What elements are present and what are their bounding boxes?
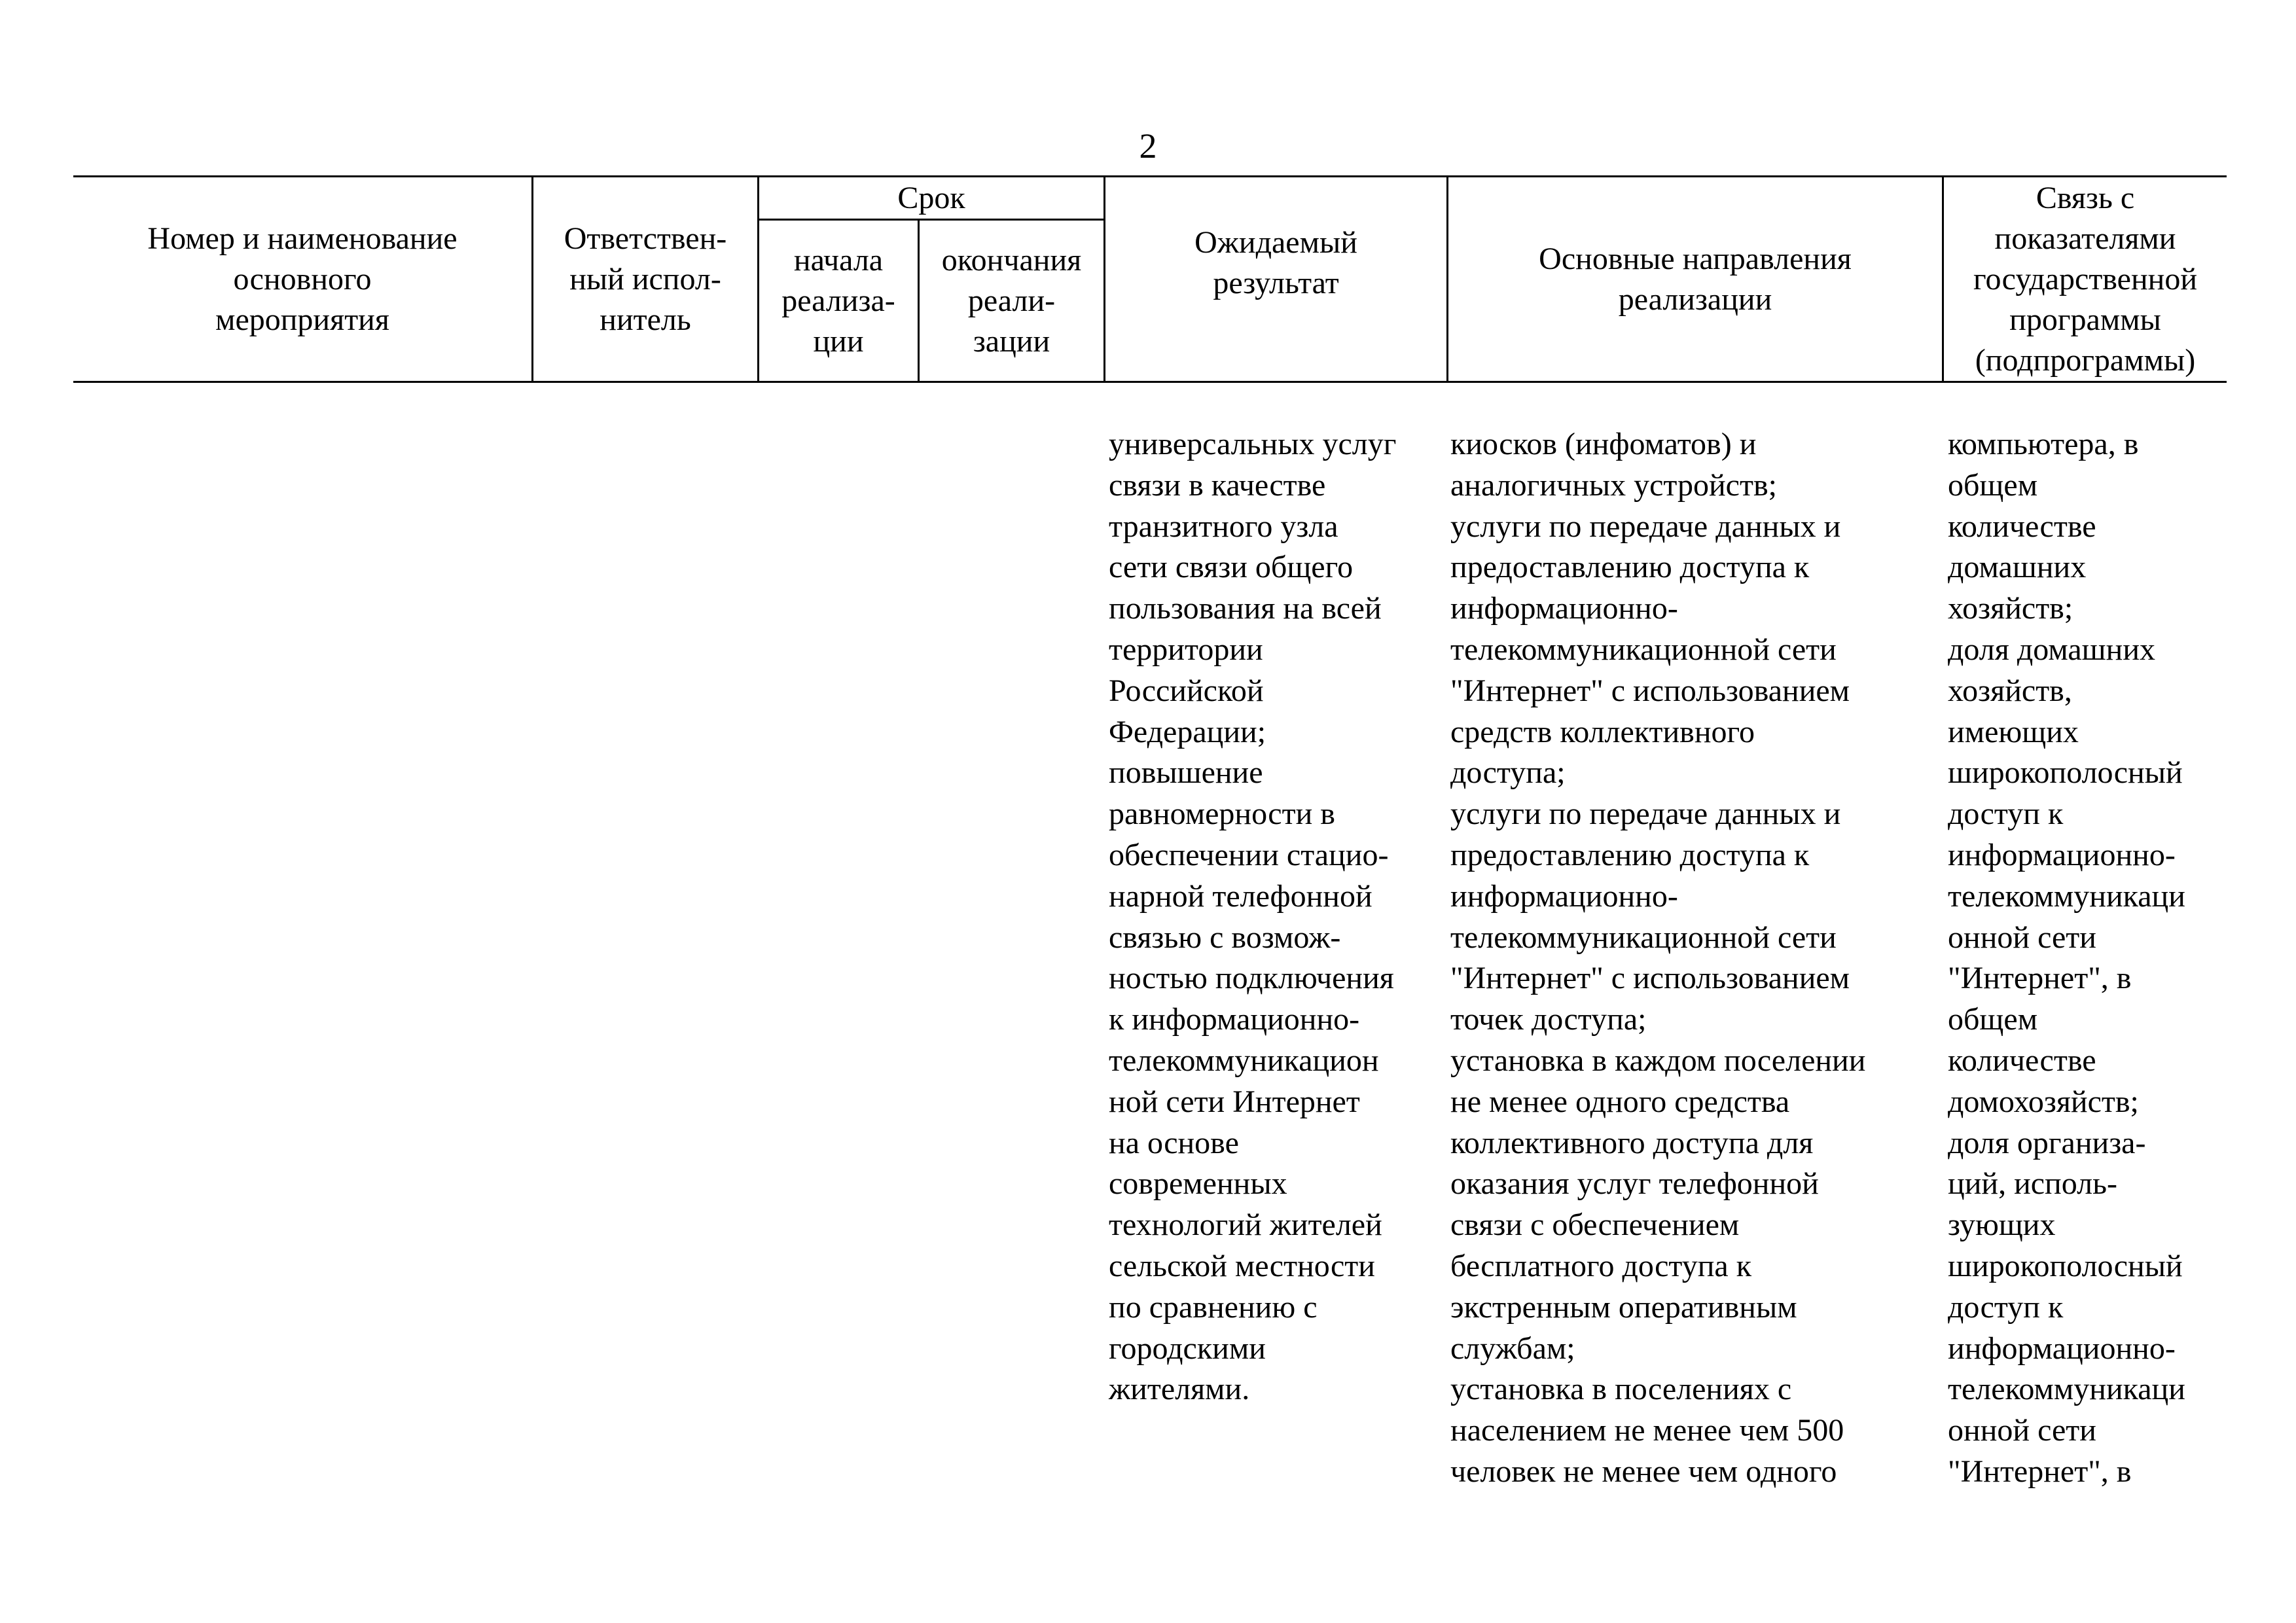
header-term: Срок — [897, 180, 965, 215]
header-event: Номер и наименование основного мероприятия — [147, 221, 457, 337]
header-bottom-rule — [73, 381, 2227, 383]
header-link: Связь с показателями государственной программы (подпрограммы) — [1973, 180, 2198, 378]
page-number: 2 — [1139, 126, 1157, 166]
header-executor: Ответствен- ный испол- нитель — [564, 221, 727, 337]
row-expected-result: универсальных услуг связи в качестве транзитного узла сети связи общего пользования на всей территории Российской Федерации; повышение равномерности в обеспечении стацио- нарной телефонной связью с возмож- ностью подключения к информационно- телекоммуникацион ной сети Интернет на основе современных технологий жителей сельской местности по сравнению с городскими жителями. — [1109, 427, 1397, 1407]
row-main-directions: киосков (инфоматов) и аналогичных устройств; услуги по передаче данных и предоставлению доступа к информационно- телекоммуникационной сети "Интернет" с использованием средств коллективного доступа; услуги по передаче данных и предоставлению доступа к информационно- телекоммуникационной сети "Интернет" с использованием точек доступа; установка в каждом поселении не менее одного средства коллективного доступа для оказания услуг телефонной связи с обеспечением бесплатного доступа к экстренным оперативным службам; установка в поселениях с населением не менее чем 500 человек не менее чем одного — [1450, 427, 1866, 1489]
row-program-link: компьютера, в общем количестве домашних хозяйств; доля домашних хозяйств, имеющих широкополосный доступ к информационно- телекоммуникаци онной сети "Интернет", в общем количестве домохозяйств; доля организа- ций, исполь- зующих широкополосный доступ к информационно- телекоммуникаци онной сети "Интернет", в — [1948, 427, 2185, 1489]
header-directions: Основные направления реализации — [1539, 241, 1852, 317]
header-result: Ожидаемый результат — [1194, 225, 1357, 300]
header-start: начала реализа- ции — [781, 242, 895, 359]
header-end: окончания реали- зации — [941, 242, 1082, 359]
